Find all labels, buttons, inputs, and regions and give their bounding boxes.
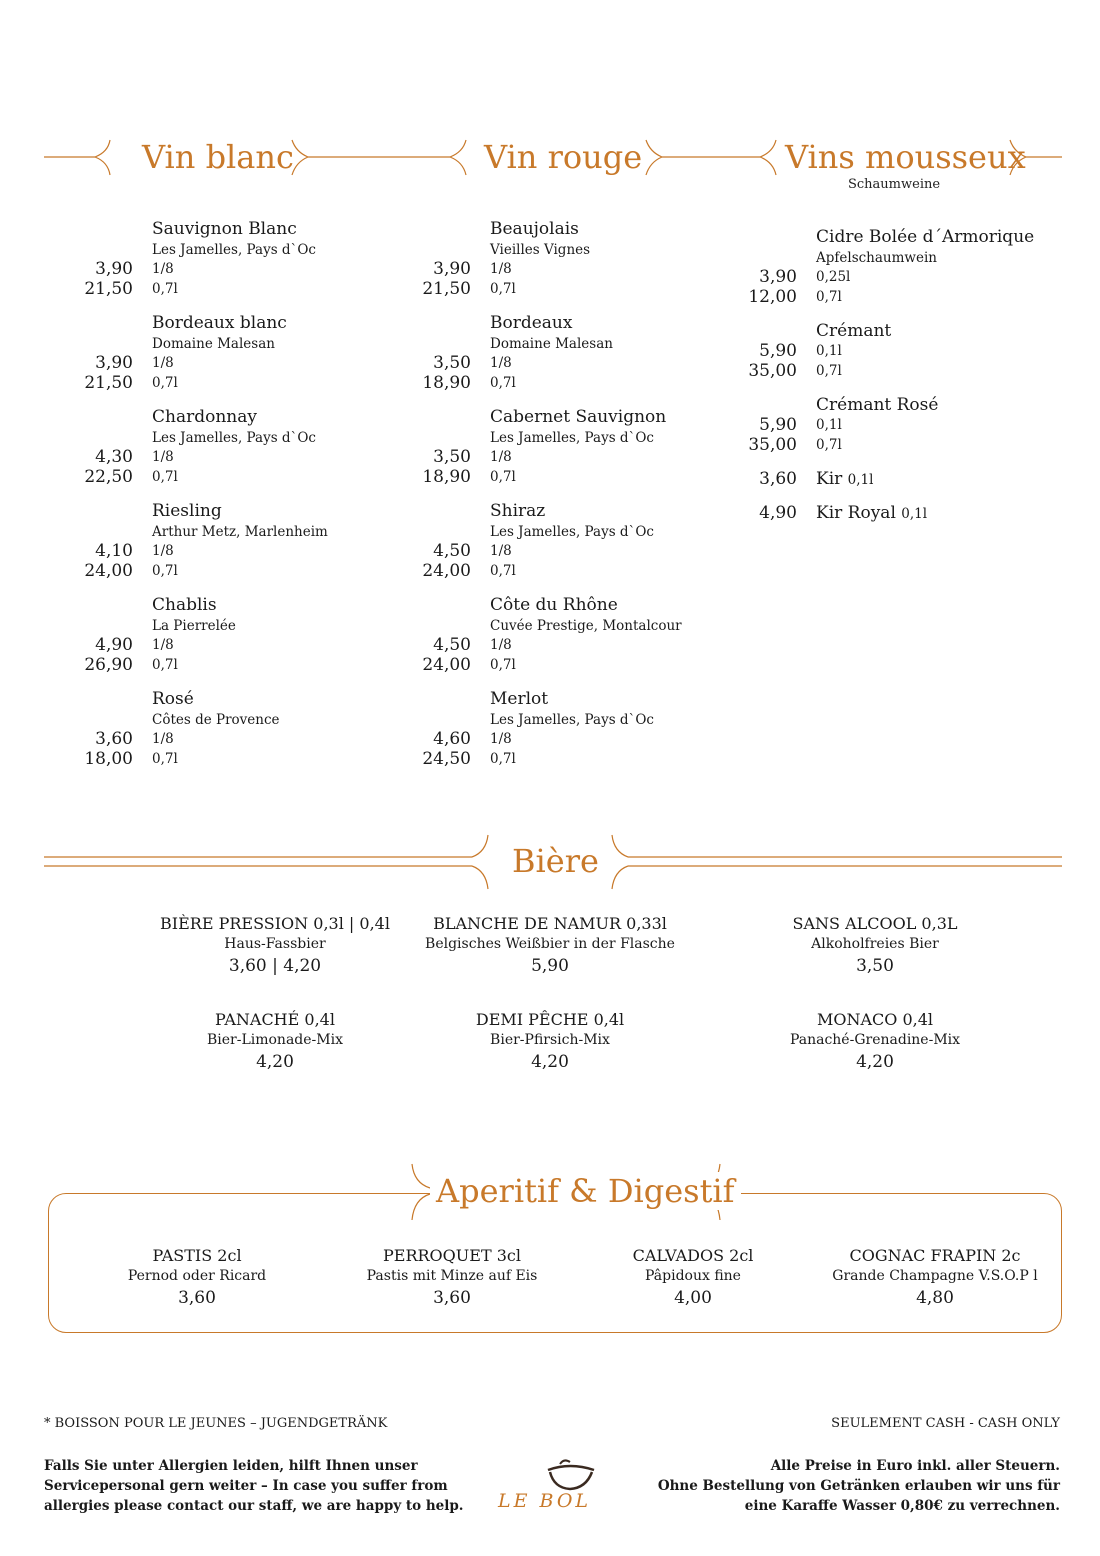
kir-label: Kir Royal: [816, 503, 896, 523]
biere-price: 4,20: [531, 1052, 569, 1072]
wine-price-bottle: 24,50: [422, 749, 471, 769]
wine-volume-glass: 1/8: [490, 637, 512, 653]
wine-volume-glass: 1/8: [152, 355, 174, 371]
biere-item: [380, 1010, 720, 1072]
kir-name: [816, 469, 873, 489]
wine-price-bottle: 18,00: [84, 749, 133, 769]
wine-name: Rosé: [152, 689, 194, 709]
wine-volume-bottle: 0,7l: [816, 363, 842, 379]
biere-item: [705, 914, 1045, 976]
wine-price-glass: 4,50: [433, 635, 471, 655]
wine-desc: Les Jamelles, Pays d`Oc: [152, 242, 316, 258]
wine-desc: Les Jamelles, Pays d`Oc: [490, 712, 654, 728]
aperitif-volume: 2cl: [729, 1246, 754, 1265]
aperitif-volume: 3cl: [496, 1246, 521, 1265]
aperitif-desc: Pernod oder Ricard: [127, 1268, 267, 1284]
wine-name: Beaujolais: [490, 219, 579, 239]
wine-desc: Côtes de Provence: [152, 712, 280, 728]
wine-price-glass: 3,90: [433, 259, 471, 279]
aperitif-price: 3,60: [178, 1288, 216, 1308]
aperitif-desc: Pastis mit Minze auf Eis: [366, 1268, 538, 1284]
wine-volume-bottle: 0,7l: [152, 563, 178, 579]
wine-desc: Les Jamelles, Pays d`Oc: [490, 524, 654, 540]
wine-price-glass: 4,10: [95, 541, 133, 561]
wine-volume-bottle: 0,7l: [816, 289, 842, 305]
wine-price-glass: 3,60: [95, 729, 133, 749]
biere-price: 5,90: [531, 956, 569, 976]
kir-price: 3,60: [759, 469, 797, 489]
heading-biere: Bière: [512, 842, 599, 880]
wine-desc: Domaine Malesan: [490, 336, 613, 352]
wine-volume-glass: 1/8: [490, 355, 512, 371]
wine-volume-glass: 0,1l: [816, 417, 842, 433]
wine-name: Crémant Rosé: [816, 395, 939, 415]
wine-name: Cidre Bolée d´Armorique: [816, 227, 1035, 247]
wine-volume-bottle: 0,7l: [490, 657, 516, 673]
wine-price-glass: 3,50: [433, 447, 471, 467]
bowl-logo-icon: [540, 1456, 600, 1492]
aperitif-volume: 2cl: [217, 1246, 242, 1265]
aperitif-desc: Pâpidoux fine: [645, 1268, 741, 1284]
wine-price-bottle: 21,50: [84, 279, 133, 299]
aperitif-title: [765, 1246, 1100, 1265]
aperitif-price: 4,80: [916, 1288, 954, 1308]
aperitif-item: [765, 1246, 1100, 1308]
biere-desc: Bier-Pfirsich-Mix: [490, 1032, 610, 1048]
wine-volume-bottle: 0,7l: [152, 657, 178, 673]
biere-title: DEMI PÊCHE 0,4l: [475, 1010, 625, 1029]
biere-title: BLANCHE DE NAMUR 0,33l: [433, 914, 667, 933]
biere-item: [705, 1010, 1045, 1072]
wine-volume-glass: 1/8: [152, 731, 174, 747]
biere-desc: Belgisches Weißbier in der Flasche: [425, 936, 675, 952]
wine-name: Bordeaux: [490, 313, 573, 333]
biere-title: PANACHÉ 0,4l: [215, 1010, 335, 1029]
wine-name: Chablis: [152, 595, 217, 615]
wine-desc: Les Jamelles, Pays d`Oc: [490, 430, 654, 446]
kir-name: [816, 503, 927, 523]
biere-title: MONACO 0,4l: [816, 1010, 934, 1029]
wine-name: Crémant: [816, 321, 892, 341]
biere-price: 3,50: [856, 956, 894, 976]
wine-price-glass: 3,50: [433, 353, 471, 373]
wine-price-glass: 4,90: [95, 635, 133, 655]
biere-title: SANS ALCOOL 0,3L: [792, 914, 958, 933]
wine-name: Merlot: [490, 689, 549, 709]
wine-price-bottle: 24,00: [84, 561, 133, 581]
heading-aperitif: Aperitif & Digestif: [430, 1172, 741, 1210]
wine-price-bottle: 22,50: [84, 467, 133, 487]
wine-name: Bordeaux blanc: [152, 313, 287, 333]
biere-item: [380, 914, 720, 976]
wine-price-bottle: 12,00: [748, 287, 797, 307]
wine-price-glass: 3,90: [95, 259, 133, 279]
biere-desc: Haus-Fassbier: [224, 936, 326, 952]
wine-price-glass: 3,90: [759, 267, 797, 287]
wine-price-glass: 5,90: [759, 415, 797, 435]
price-line: Alle Preise in Euro inkl. aller Steuern.: [770, 1458, 1060, 1474]
price-line: eine Karaffe Wasser 0,80€ zu verrechnen.: [744, 1498, 1060, 1514]
wine-volume-glass: 1/8: [152, 449, 174, 465]
wine-volume-bottle: 0,7l: [816, 437, 842, 453]
aperitif-price: 3,60: [433, 1288, 471, 1308]
wine-price-glass: 4,50: [433, 541, 471, 561]
wine-desc: Domaine Malesan: [152, 336, 275, 352]
biere-price: 4,20: [256, 1052, 294, 1072]
kir-price: 4,90: [759, 503, 797, 523]
wine-price-bottle: 21,50: [84, 373, 133, 393]
wine-price-bottle: 35,00: [748, 435, 797, 455]
logo-text: LE BOL: [498, 1490, 592, 1512]
wine-volume-bottle: 0,7l: [152, 469, 178, 485]
wine-volume-glass: 1/8: [490, 449, 512, 465]
wine-price-bottle: 18,90: [422, 373, 471, 393]
price-line: Ohne Bestellung von Getränken erlauben wir uns für: [657, 1478, 1060, 1494]
kir-volume: 0,1l: [847, 472, 874, 488]
wine-volume-glass: 1/8: [152, 543, 174, 559]
wine-price-glass: 4,60: [433, 729, 471, 749]
allergy-note: [44, 1456, 464, 1516]
wine-name: Sauvignon Blanc: [152, 219, 297, 239]
allergy-line: Falls Sie unter Allergien leiden, hilft Ihnen unser: [44, 1458, 418, 1474]
kir-volume: 0,1l: [901, 506, 928, 522]
wine-volume-glass: 0,25l: [816, 269, 851, 285]
wine-volume-glass: 1/8: [490, 543, 512, 559]
allergy-line: allergies please contact our staff, we are happy to help.: [44, 1498, 464, 1514]
aperitif-desc: Grande Champagne V.S.O.P l: [832, 1268, 1038, 1284]
wine-volume-bottle: 0,7l: [490, 751, 516, 767]
wine-volume-bottle: 0,7l: [152, 281, 178, 297]
aperitif-name: COGNAC FRAPIN: [849, 1246, 997, 1265]
wine-name: Côte du Rhône: [490, 595, 618, 615]
wine-volume-glass: 1/8: [490, 731, 512, 747]
wine-price-glass: 5,90: [759, 341, 797, 361]
wine-desc: Apfelschaumwein: [816, 250, 937, 266]
wine-desc: Arthur Metz, Marlenheim: [152, 524, 328, 540]
wine-desc: La Pierrelée: [152, 618, 236, 634]
wine-volume-bottle: 0,7l: [490, 375, 516, 391]
biere-price: 3,60 | 4,20: [228, 956, 322, 976]
wine-volume-bottle: 0,7l: [490, 469, 516, 485]
price-note: [658, 1456, 1060, 1516]
wine-volume-bottle: 0,7l: [490, 281, 516, 297]
biere-desc: Panaché-Grenadine-Mix: [789, 1032, 961, 1048]
aperitif-volume: 2c: [1001, 1246, 1021, 1265]
wine-price-bottle: 24,00: [422, 561, 471, 581]
wine-desc: Vieilles Vignes: [490, 242, 591, 258]
cash-only-note: SEULEMENT CASH - CASH ONLY: [831, 1416, 1060, 1431]
heading-vin-rouge: Vin rouge: [484, 138, 643, 176]
aperitif-name: PASTIS: [152, 1246, 213, 1265]
biere-title: BIÈRE PRESSION 0,3l | 0,4l: [160, 914, 390, 933]
wine-price-bottle: 35,00: [748, 361, 797, 381]
wine-price-glass: 3,90: [95, 353, 133, 373]
heading-vins-mousseux: Vins mousseux: [785, 138, 1026, 176]
allergy-line: Servicepersonal gern weiter – In case you suffer from: [44, 1478, 448, 1494]
wine-name: Riesling: [152, 501, 222, 521]
youth-drink-note: * BOISSON POUR LE JEUNES – JUGENDGETRÄNK: [44, 1416, 388, 1431]
wine-price-bottle: 21,50: [422, 279, 471, 299]
aperitif-name: PERROQUET: [383, 1246, 492, 1265]
wine-name: Chardonnay: [152, 407, 257, 427]
wine-price-bottle: 24,00: [422, 655, 471, 675]
wine-volume-glass: 0,1l: [816, 343, 842, 359]
wine-desc: Cuvée Prestige, Montalcour: [490, 618, 682, 634]
wine-price-bottle: 18,90: [422, 467, 471, 487]
heading-vin-blanc: Vin blanc: [142, 138, 294, 176]
heading-vins-mousseux-subtitle: Schaumweine: [848, 177, 941, 192]
aperitif-price: 4,00: [674, 1288, 712, 1308]
biere-desc: Alkoholfreies Bier: [811, 936, 939, 952]
kir-label: Kir: [816, 469, 843, 489]
wine-volume-bottle: 0,7l: [152, 751, 178, 767]
wine-volume-bottle: 0,7l: [490, 563, 516, 579]
wine-price-glass: 4,30: [95, 447, 133, 467]
wine-name: Cabernet Sauvignon: [490, 407, 667, 427]
wine-name: Shiraz: [490, 501, 546, 521]
wine-desc: Les Jamelles, Pays d`Oc: [152, 430, 316, 446]
biere-price: 4,20: [856, 1052, 894, 1072]
biere-desc: Bier-Limonade-Mix: [206, 1032, 343, 1048]
wine-price-bottle: 26,90: [84, 655, 133, 675]
aperitif-name: CALVADOS: [632, 1246, 725, 1265]
wine-volume-bottle: 0,7l: [152, 375, 178, 391]
wine-volume-glass: 1/8: [152, 261, 174, 277]
wine-volume-glass: 1/8: [490, 261, 512, 277]
wine-volume-glass: 1/8: [152, 637, 174, 653]
